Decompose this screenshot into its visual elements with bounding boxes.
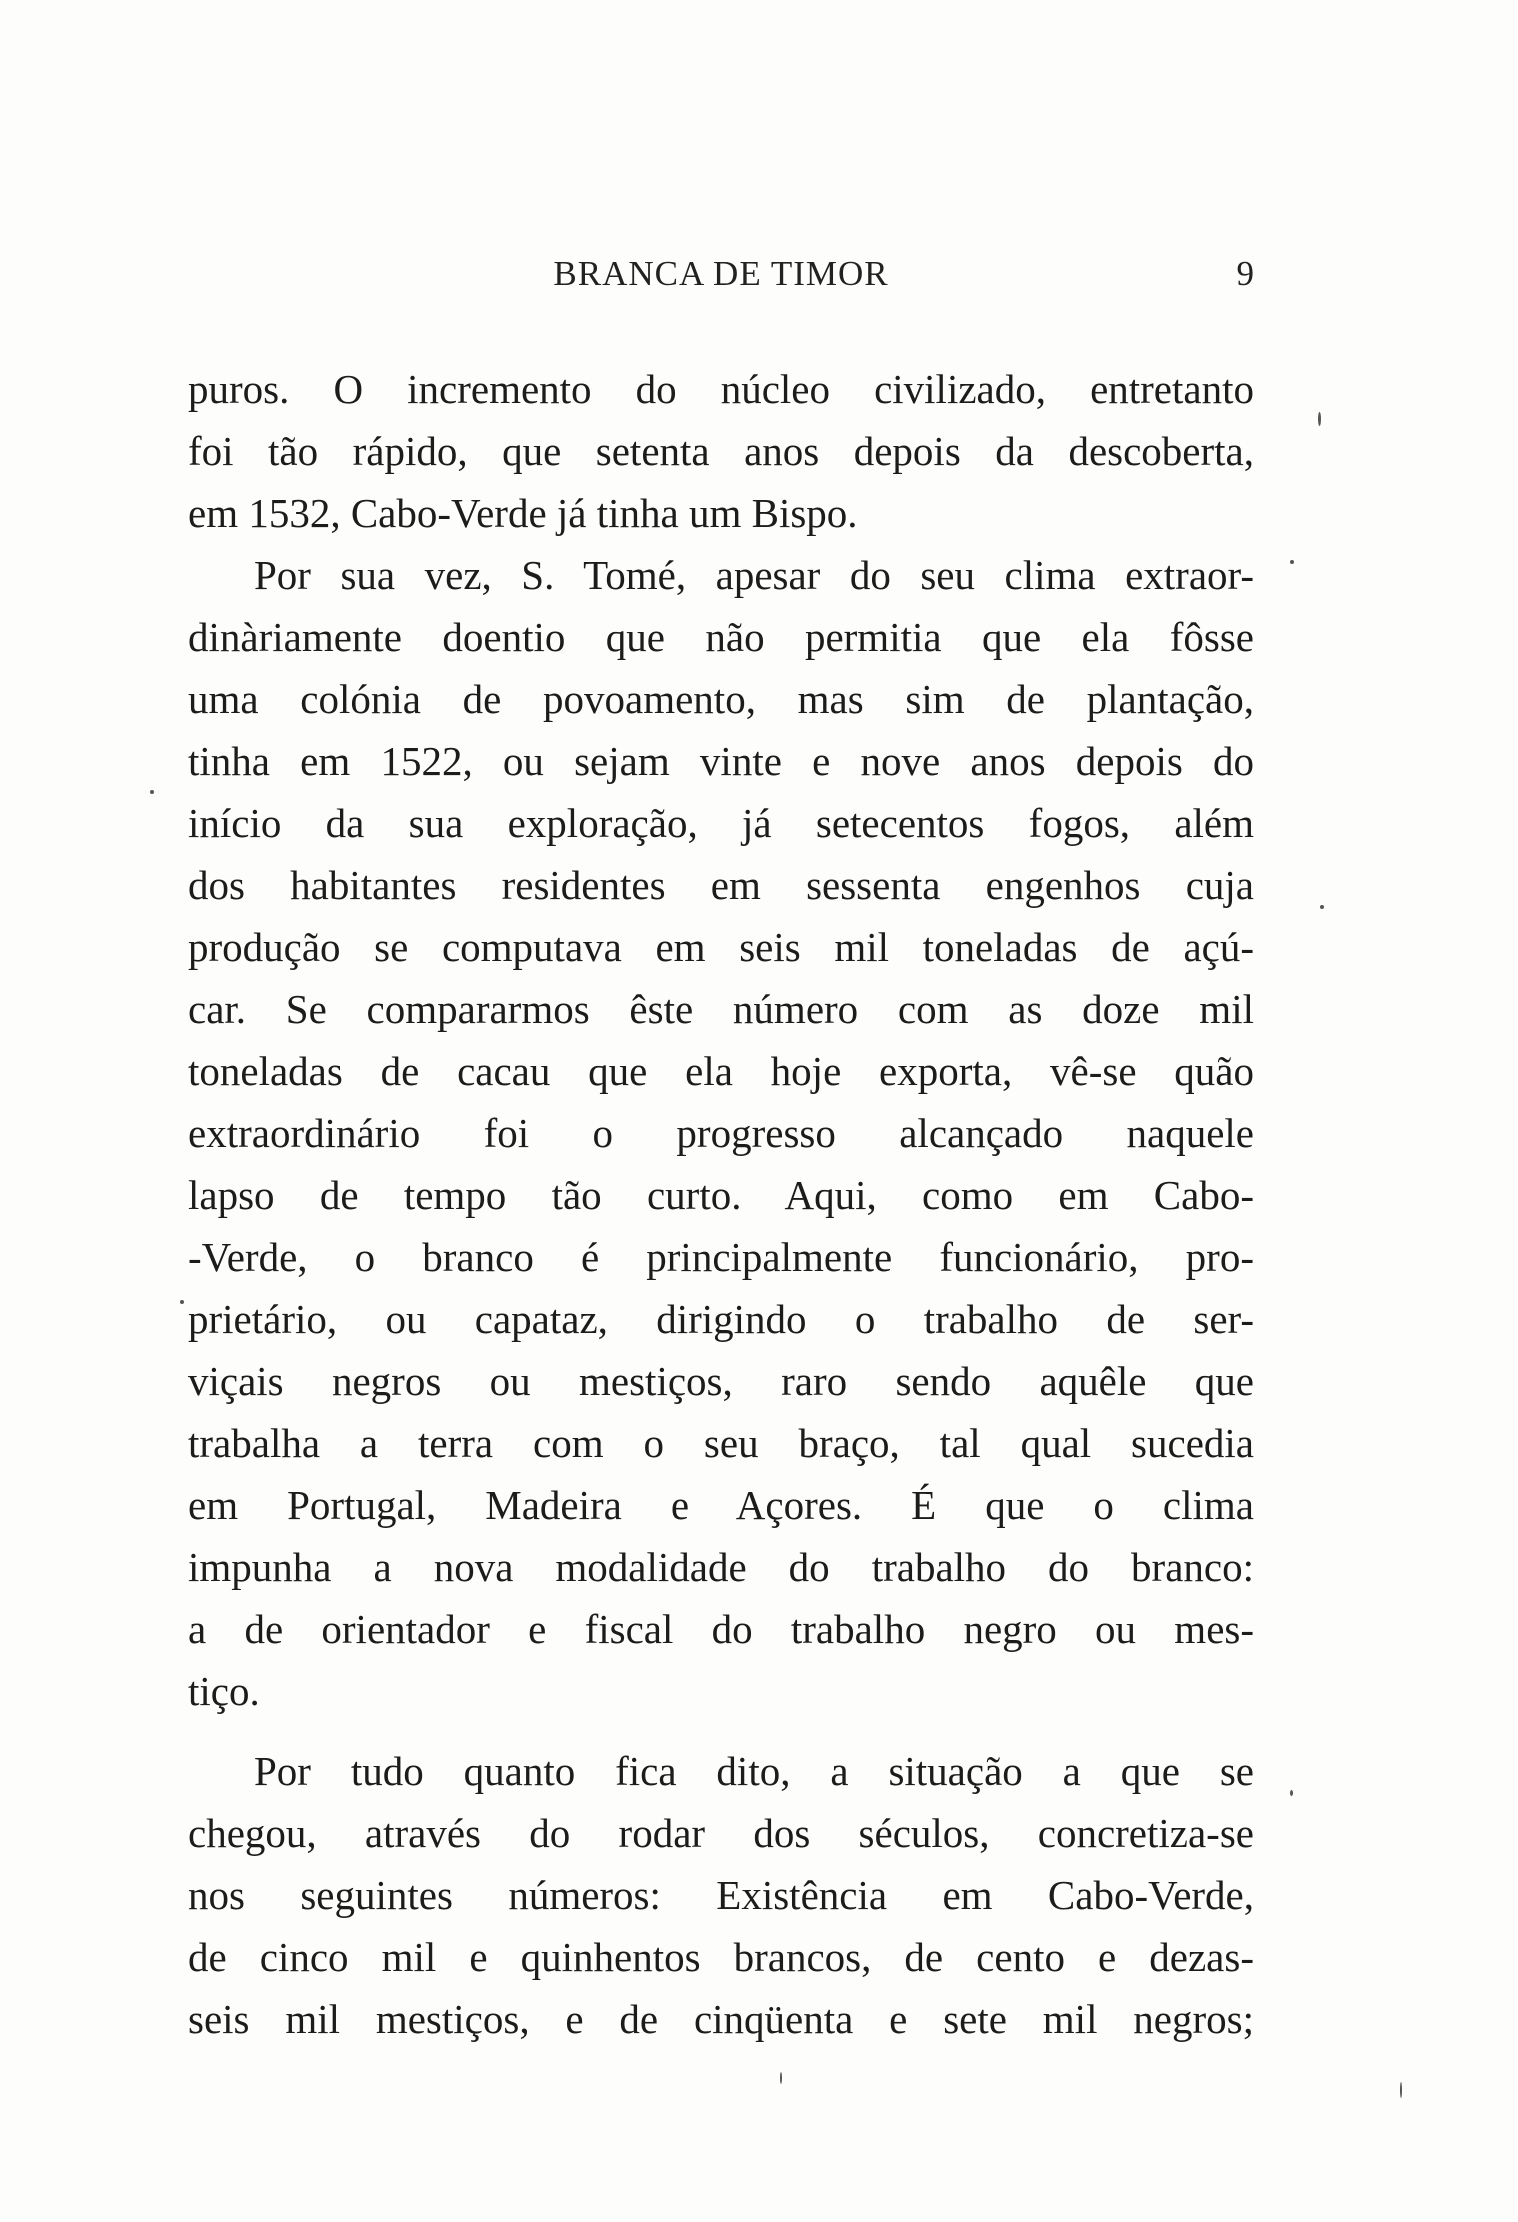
scan-speck	[1320, 905, 1324, 909]
scan-speck	[1290, 1790, 1293, 1796]
body-text	[188, 358, 1254, 2050]
text-line: uma colónia de povoamento, mas sim de plantação,	[188, 676, 1254, 722]
text-line: impunha a nova modalidade do trabalho do branco:	[188, 1544, 1254, 1590]
scan-speck	[1318, 412, 1321, 426]
text-line: tiço.	[188, 1668, 260, 1714]
running-title: BRANCA DE TIMOR	[553, 254, 889, 293]
running-header	[188, 254, 1254, 298]
scan-speck	[150, 790, 154, 794]
text-line: car. Se compararmos êste número com as doze mil	[188, 986, 1254, 1032]
text-line: foi tão rápido, que setenta anos depois da descoberta,	[188, 428, 1254, 474]
text-line: prietário, ou capataz, dirigindo o trabalho de ser-	[188, 1296, 1254, 1342]
text-line: -Verde, o branco é principalmente funcionário, pro-	[188, 1234, 1254, 1280]
text-line: produção se computava em seis mil toneladas de açú-	[188, 924, 1254, 970]
text-line: lapso de tempo tão curto. Aqui, como em Cabo-	[188, 1172, 1254, 1218]
text-line: tinha em 1522, ou sejam vinte e nove anos depois do	[188, 738, 1254, 784]
page-number: 9	[1236, 254, 1254, 293]
text-line: chegou, através do rodar dos séculos, concretiza-se	[188, 1810, 1254, 1856]
text-line: seis mil mestiços, e de cinqüenta e sete mil negros;	[188, 1996, 1254, 2042]
text-line: puros. O incremento do núcleo civilizado, entretanto	[188, 366, 1254, 412]
scan-speck	[1400, 2082, 1402, 2098]
scan-speck	[1290, 560, 1294, 564]
text-line: nos seguintes números: Existência em Cabo-Verde,	[188, 1872, 1254, 1918]
text-line: de cinco mil e quinhentos brancos, de cento e dezas-	[188, 1934, 1254, 1980]
text-line: extraordinário foi o progresso alcançado naquele	[188, 1110, 1254, 1156]
text-line: Por tudo quanto fica dito, a situação a que se	[254, 1748, 1254, 1794]
text-line: toneladas de cacau que ela hoje exporta, vê-se quão	[188, 1048, 1254, 1094]
text-line: dinàriamente doentio que não permitia que ela fôsse	[188, 614, 1254, 660]
text-line: trabalha a terra com o seu braço, tal qual sucedia	[188, 1420, 1254, 1466]
text-line: início da sua exploração, já setecentos fogos, além	[188, 800, 1254, 846]
text-line: em 1532, Cabo-Verde já tinha um Bispo.	[188, 490, 858, 536]
text-line: em Portugal, Madeira e Açores. É que o clima	[188, 1482, 1254, 1528]
text-line: Por sua vez, S. Tomé, apesar do seu clima extraor-	[254, 552, 1254, 598]
text-line: viçais negros ou mestiços, raro sendo aquêle que	[188, 1358, 1254, 1404]
scan-speck	[180, 1300, 184, 1304]
scan-speck	[780, 2072, 782, 2084]
text-line: dos habitantes residentes em sessenta engenhos cuja	[188, 862, 1254, 908]
text-line: a de orientador e fiscal do trabalho negro ou mes-	[188, 1606, 1254, 1652]
